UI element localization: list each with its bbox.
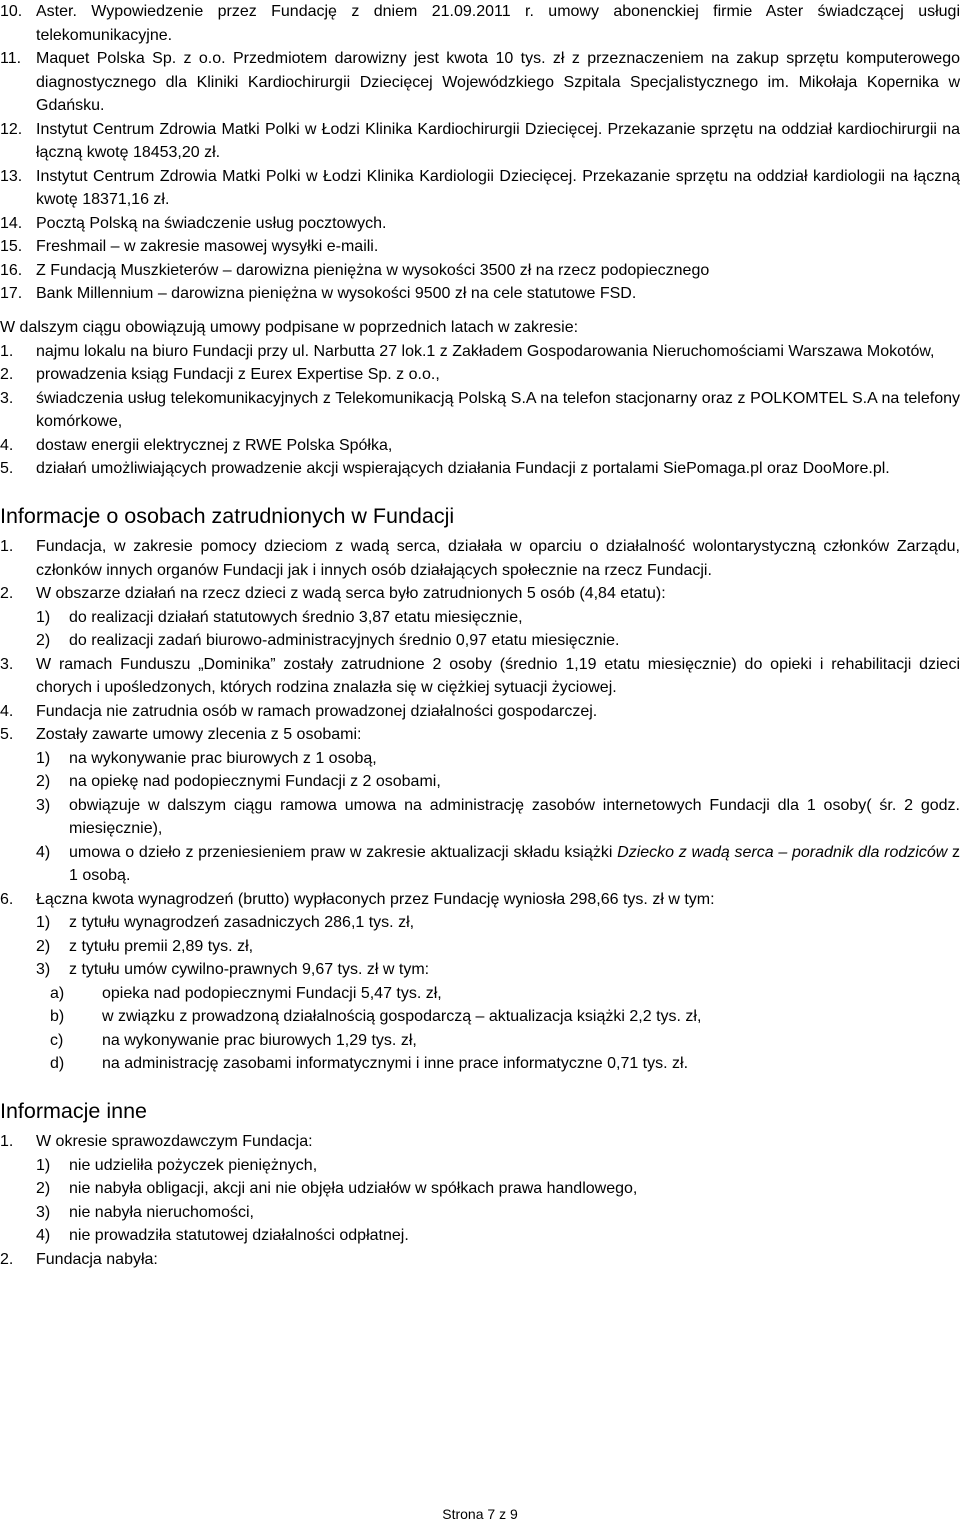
sub-item-text: nie udzieliła pożyczek pieniężnych, (69, 1156, 318, 1174)
sub-item (0, 958, 960, 982)
item-text: Aster. Wypowiedzenie przez Fundację z dniem 21.09.2011 r. umowy abonenckiej firmie Aster świadczącej usługi telekomunikacyjne. (36, 3, 960, 44)
sub-sub-item-text: opieka nad podopiecznymi Fundacji 5,47 tys. zł, (102, 984, 442, 1002)
sub-sub-item (0, 1005, 960, 1029)
sub-item-text: umowa o dzieło z przeniesieniem praw w zakresie aktualizacji składu książki (69, 843, 618, 861)
item-number: 4. (0, 702, 14, 720)
sub-item-number: 3) (36, 1203, 51, 1221)
sub-sub-item-letter: c) (50, 1031, 64, 1049)
item-text: Freshmail – w zakresie masowej wysyłki e-maili. (36, 238, 379, 255)
sub-item-text: do realizacji zadań biurowo-administracyjnych średnio 0,97 etatu miesięcznie. (69, 632, 620, 649)
item-text: Maquet Polska Sp. z o.o. Przedmiotem darowizny jest kwota 10 tys. zł z przeznaczeniem na zakup sprzętu komputerowego diagnostycznego dla Kliniki Kardiochirurgii Dziecięcej Wojewódzkiego Szpitala Specjalistycznego im. Mikołaja Kopernika w Gdańsku. (36, 50, 960, 114)
section-heading: Informacje o osobach zatrudnionych w Fundacji (0, 504, 455, 528)
sub-item-text: nie prowadziła statutowej działalności odpłatnej. (69, 1227, 409, 1244)
sub-item-text: do realizacji działań statutowych średnio 3,87 etatu miesięcznie, (69, 608, 523, 626)
sub-item-number: 4) (36, 843, 51, 861)
item-number: 4. (0, 436, 14, 454)
book-title: Dziecko z wadą serca – poradnik dla rodziców (617, 843, 948, 861)
list-item (0, 434, 960, 458)
list-item (0, 118, 960, 165)
item-number: 1. (0, 342, 14, 360)
sub-sub-item (0, 1052, 960, 1076)
sub-item-number: 3) (36, 961, 51, 978)
list-item (0, 888, 960, 912)
item-number: 3. (0, 389, 14, 407)
list-item (0, 457, 960, 481)
other-info-section (0, 1098, 960, 1124)
sub-item-number: 1) (36, 608, 51, 626)
sub-item (0, 1201, 960, 1225)
sub-item-number: 2) (36, 1180, 51, 1197)
list-item (0, 340, 960, 364)
list-item (0, 1248, 960, 1272)
item-number: 3. (0, 655, 14, 673)
section-heading: Informacje inne (0, 1099, 147, 1123)
item-text: W obszarze działań na rzecz dzieci z wadą serca było zatrudnionych 5 osób (4,84 etatu): (36, 585, 666, 602)
item-text: Fundacja nie zatrudnia osób w ramach prowadzonej działalności gospodarczej. (36, 702, 598, 720)
item-number: 1. (0, 1133, 14, 1150)
sub-item (0, 606, 960, 630)
list-item (0, 259, 960, 283)
sub-item (0, 1154, 960, 1178)
item-text: Fundacja nabyła: (36, 1250, 158, 1268)
list-item (0, 387, 960, 434)
list-item (0, 235, 960, 259)
item-number: 2. (0, 366, 14, 383)
sub-item (0, 1224, 960, 1248)
item-text: Łączna kwota wynagrodzeń (brutto) wypłaconych przez Fundację wyniosła 298,66 tys. zł w tym: (36, 890, 715, 908)
sub-sub-item (0, 1029, 960, 1053)
item-number: 6. (0, 890, 14, 908)
list-item (0, 165, 960, 212)
item-number: 12. (0, 120, 23, 138)
sub-item (0, 794, 960, 841)
item-text: Z Fundacją Muszkieterów – darowizna pieniężna w wysokości 3500 zł na rzecz podopiecznego (36, 261, 710, 279)
sub-item-number: 3) (36, 796, 51, 814)
item-text: świadczenia usług telekomunikacyjnych z Telekomunikacją Polską S.A na telefon stacjonarny oraz z POLKOMTEL S.A na telefony komórkowe, (36, 389, 960, 430)
sub-sub-item (0, 982, 960, 1006)
item-text: Instytut Centrum Zdrowia Matki Polki w Łodzi Klinika Kardiochirurgii Dziecięcej. Przekazanie sprzętu na oddział kardiochirurgii na łączną kwotę 18453,20 zł. (36, 120, 960, 161)
sub-item-text: z tytułu umów cywilno-prawnych 9,67 tys. zł w tym: (69, 961, 430, 978)
sub-item (0, 911, 960, 935)
list-item (0, 582, 960, 606)
sub-sub-item-text: na administrację zasobami informatycznymi i inne prace informatyczne 0,71 tys. zł. (102, 1055, 689, 1072)
list-item (0, 282, 960, 306)
item-number: 11. (0, 50, 22, 67)
sub-item (0, 747, 960, 771)
sub-sub-item-text: w związku z prowadzoną działalnością gospodarczą – aktualizacja książki 2,2 tys. zł, (102, 1008, 702, 1025)
item-number: 5. (0, 726, 14, 743)
list-item (0, 535, 960, 582)
sub-item-number: 2) (36, 632, 51, 649)
sub-item (0, 629, 960, 653)
list-item (0, 212, 960, 236)
sub-item-number: 1) (36, 914, 51, 931)
contracts-section (0, 316, 960, 481)
sub-item-text: z tytułu wynagrodzeń zasadniczych 286,1 tys. zł, (69, 914, 415, 931)
list-item (0, 1130, 960, 1154)
list-item (0, 653, 960, 700)
item-number: 2. (0, 1250, 14, 1268)
sub-item-number: 2) (36, 937, 51, 955)
page-number: Strona 7 z 9 (442, 1506, 518, 1522)
sub-sub-item-letter: b) (50, 1008, 65, 1025)
item-text: Bank Millennium – darowizna pieniężna w wysokości 9500 zł na cele statutowe FSD. (36, 285, 637, 302)
sub-item-text-tail: z 1 osobą. (69, 843, 960, 884)
item-text: Pocztą Polską na świadczenie usług pocztowych. (36, 214, 387, 232)
item-number: 1. (0, 538, 14, 555)
sub-sub-item-letter: d) (50, 1055, 65, 1072)
sub-item-number: 2) (36, 773, 51, 790)
list-item (0, 363, 960, 387)
item-number: 5. (0, 460, 14, 477)
list-item (0, 47, 960, 118)
sub-item-text: nie nabyła nieruchomości, (69, 1203, 254, 1221)
item-number: 10. (0, 3, 23, 20)
sub-item-text: na wykonywanie prac biurowych z 1 osobą, (69, 749, 377, 767)
item-text: W ramach Funduszu „Dominika” zostały zatrudnione 2 osoby (średnio 1,19 etatu miesięcznie) do opieki i rehabilitacji dzieci chorych i upośledzonych, których rodzina znalazła się w ciężkiej sytuacji życiowej. (36, 655, 960, 696)
item-number: 16. (0, 261, 23, 279)
list-item (0, 700, 960, 724)
item-number: 17. (0, 285, 23, 302)
item-text: W okresie sprawozdawczym Fundacja: (36, 1133, 313, 1150)
item-number: 14. (0, 214, 23, 232)
list-item (0, 0, 960, 47)
item-number: 15. (0, 238, 23, 255)
contracts-intro: W dalszym ciągu obowiązują umowy podpisane w poprzednich latach w zakresie: (0, 319, 579, 336)
employment-body (0, 535, 960, 1076)
sub-item-text: na opiekę nad podopiecznymi Fundacji z 2 osobami, (69, 773, 441, 790)
sub-item-text: nie nabyła obligacji, akcji ani nie objęła udziałów w spółkach prawa handlowego, (69, 1180, 638, 1197)
sub-sub-item-text: na wykonywanie prac biurowych 1,29 tys. zł, (102, 1031, 417, 1049)
sub-item-number: 1) (36, 749, 51, 767)
item-text: Instytut Centrum Zdrowia Matki Polki w Łodzi Klinika Kardiologii Dziecięcej. Przekazanie sprzętu na oddział kardiologii na łączną kwotę 18371,16 zł. (36, 167, 960, 208)
other-info-body (0, 1130, 960, 1271)
item-text: działań umożliwiających prowadzenie akcji wspierających działania Fundacji z portalami SiePomaga.pl oraz DooMore.pl. (36, 460, 890, 477)
sub-item-number: 1) (36, 1156, 51, 1174)
sub-item (0, 841, 960, 888)
sub-item (0, 770, 960, 794)
item-number: 2. (0, 585, 14, 602)
item-text: Zostały zawarte umowy zlecenia z 5 osobami: (36, 726, 362, 743)
item-text: prowadzenia ksiąg Fundacji z Eurex Expertise Sp. z o.o., (36, 366, 440, 383)
sub-item (0, 935, 960, 959)
sub-item-number: 4) (36, 1227, 51, 1244)
sub-item-text: z tytułu premii 2,89 tys. zł, (69, 937, 254, 955)
top-list (0, 0, 960, 306)
sub-item (0, 1177, 960, 1201)
sub-item-text: obwiązuje w dalszym ciągu ramowa umowa na administrację zasobów internetowych Fundacji dla 1 osoby( śr. 2 godz. miesięcznie), (69, 796, 960, 837)
sub-sub-item-letter: a) (50, 984, 65, 1002)
item-text: Fundacja, w zakresie pomocy dzieciom z wadą serca, działała w oparciu o działalność wolontarystyczną członków Zarządu, członków innych organów Fundacji jak i innych osób działających społecznie na rzecz Fundacji. (36, 538, 960, 579)
item-text: najmu lokalu na biuro Fundacji przy ul. Narbutta 27 lok.1 z Zakładem Gospodarowania Nieruchomościami Warszawa Mokotów, (36, 342, 935, 360)
list-item (0, 723, 960, 747)
item-number: 13. (0, 167, 23, 185)
item-text: dostaw energii elektrycznej z RWE Polska Spółka, (36, 436, 393, 454)
